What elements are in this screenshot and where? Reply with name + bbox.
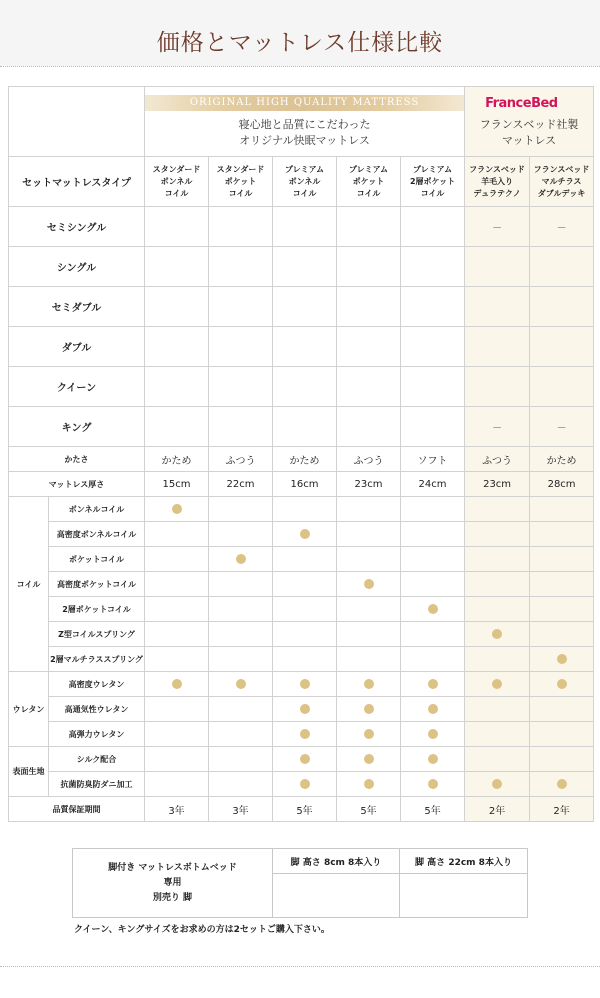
firmness-row-value: かため <box>145 447 209 472</box>
feature-cell <box>337 747 401 772</box>
column-header <box>209 157 273 207</box>
size-cell <box>401 207 465 247</box>
feature-cell <box>465 522 530 547</box>
size-cell <box>337 247 401 287</box>
size-cell <box>209 367 273 407</box>
feature-cell <box>530 522 594 547</box>
size-cell <box>145 367 209 407</box>
size-cell <box>530 367 594 407</box>
size-cell <box>530 407 594 447</box>
feature-cell <box>401 622 465 647</box>
feature-cell <box>209 772 273 797</box>
feature-label: Z型コイルスプリング <box>49 622 145 647</box>
original-header <box>145 87 465 157</box>
feature-cell <box>465 747 530 772</box>
dash-mark: － <box>556 223 567 234</box>
thickness-row-value: 16cm <box>273 472 337 497</box>
feature-row <box>9 647 594 672</box>
feature-cell <box>209 522 273 547</box>
feature-cell <box>465 597 530 622</box>
check-dot <box>236 554 246 564</box>
column-header-line: ボンネル <box>160 176 193 186</box>
feature-row <box>9 772 594 797</box>
warranty-value: 2年 <box>530 797 594 822</box>
feature-row <box>9 622 594 647</box>
check-dot <box>428 704 438 714</box>
size-cell <box>209 407 273 447</box>
feature-cell <box>401 522 465 547</box>
feature-cell <box>530 722 594 747</box>
check-dot <box>172 504 182 514</box>
feature-cell <box>401 647 465 672</box>
check-dot <box>492 629 502 639</box>
feature-cell <box>145 572 209 597</box>
header-corner <box>9 87 145 157</box>
check-dot <box>300 704 310 714</box>
feature-cell <box>465 572 530 597</box>
legs-label-line3: 別売り 脚 <box>152 892 193 903</box>
check-dot <box>557 654 567 664</box>
check-dot <box>364 754 374 764</box>
original-subtitle <box>145 117 464 149</box>
feature-cell <box>401 597 465 622</box>
feature-cell <box>401 672 465 697</box>
feature-cell <box>273 597 337 622</box>
column-header <box>530 157 594 207</box>
feature-cell <box>145 597 209 622</box>
feature-row <box>9 722 594 747</box>
feature-label: 高密度ポケットコイル <box>49 572 145 597</box>
size-cell <box>145 327 209 367</box>
column-header-line: デュラテクノ <box>473 188 521 198</box>
size-row <box>9 287 594 327</box>
original-banner: ORIGINAL HIGH QUALITY MATTRESS <box>145 95 464 111</box>
feature-cell <box>530 747 594 772</box>
original-header-box <box>145 87 464 156</box>
warranty-value: 3年 <box>209 797 273 822</box>
feature-cell <box>273 672 337 697</box>
feature-label: シルク配合 <box>49 747 145 772</box>
legs-label-line1: 脚付き マットレスボトムベッド <box>108 862 237 873</box>
column-header-line: ボンネル <box>288 176 321 186</box>
feature-cell <box>337 772 401 797</box>
firmness-row-value: ふつう <box>209 447 273 472</box>
size-row <box>9 207 594 247</box>
size-cell <box>465 367 530 407</box>
size-label: ダブル <box>9 327 145 367</box>
size-cell <box>530 287 594 327</box>
column-header <box>401 157 465 207</box>
feature-cell <box>465 647 530 672</box>
size-cell <box>145 287 209 327</box>
column-header-line: ダブルデッキ <box>537 188 586 198</box>
feature-cell <box>209 622 273 647</box>
column-header-row <box>9 157 594 207</box>
feature-row <box>9 522 594 547</box>
thickness-row-value: 23cm <box>337 472 401 497</box>
feature-row <box>9 597 594 622</box>
feature-label: 高密度ウレタン <box>49 672 145 697</box>
check-dot <box>364 679 374 689</box>
size-label: シングル <box>9 247 145 287</box>
bottom-divider <box>0 966 600 967</box>
feature-cell <box>209 647 273 672</box>
size-cell <box>401 247 465 287</box>
legs-option-8cm-blank <box>273 874 400 918</box>
size-cell <box>209 327 273 367</box>
group-label: コイル <box>9 497 49 672</box>
group-label: ウレタン <box>9 672 49 747</box>
feature-cell <box>530 622 594 647</box>
legs-option-22cm-blank <box>400 874 528 918</box>
francebed-subtitle-line2: マットレス <box>501 134 557 147</box>
thickness-row-value: 15cm <box>145 472 209 497</box>
size-cell <box>145 247 209 287</box>
feature-cell <box>337 497 401 522</box>
feature-cell <box>401 722 465 747</box>
feature-cell <box>401 572 465 597</box>
check-dot <box>364 704 374 714</box>
firmness-row-value: かため <box>530 447 594 472</box>
check-dot <box>172 679 182 689</box>
header-row <box>9 87 594 157</box>
feature-cell <box>209 672 273 697</box>
feature-cell <box>273 747 337 772</box>
column-header-line: フランスベッド <box>469 164 525 174</box>
type-header: セットマットレスタイプ <box>9 157 145 207</box>
size-cell <box>209 247 273 287</box>
original-subtitle-line1: 寝心地と品質にこだわった <box>238 118 371 131</box>
firmness-row-value: ソフト <box>401 447 465 472</box>
feature-cell <box>337 647 401 672</box>
francebed-logo: FranceBed <box>485 96 558 111</box>
thickness-row-value: 24cm <box>401 472 465 497</box>
size-cell <box>273 407 337 447</box>
feature-cell <box>337 622 401 647</box>
francebed-subtitle-line1: フランスベッド社製 <box>479 118 579 131</box>
feature-cell <box>337 547 401 572</box>
column-header-line: プレミアム <box>284 164 325 174</box>
thickness-row-label: マットレス厚さ <box>9 472 145 497</box>
firmness-row-value: ふつう <box>337 447 401 472</box>
warranty-value: 5年 <box>401 797 465 822</box>
warranty-label: 品質保証期間 <box>9 797 145 822</box>
check-dot <box>300 679 310 689</box>
feature-label: 抗菌防臭防ダニ加工 <box>49 772 145 797</box>
feature-cell <box>401 697 465 722</box>
feature-cell <box>273 622 337 647</box>
size-cell <box>530 247 594 287</box>
column-header-line: コイル <box>228 188 253 198</box>
column-header-line: コイル <box>356 188 381 198</box>
size-row <box>9 407 594 447</box>
size-label: セミシングル <box>9 207 145 247</box>
legs-table <box>72 848 528 918</box>
feature-cell <box>530 547 594 572</box>
feature-cell <box>209 547 273 572</box>
check-dot <box>300 754 310 764</box>
feature-label: ポケットコイル <box>49 547 145 572</box>
feature-cell <box>530 772 594 797</box>
feature-cell <box>465 772 530 797</box>
feature-cell <box>337 597 401 622</box>
feature-label: 2層マルチラススプリング <box>49 647 145 672</box>
firmness-row <box>9 447 594 472</box>
firmness-row-value: かため <box>273 447 337 472</box>
feature-cell <box>465 697 530 722</box>
warranty-value: 5年 <box>337 797 401 822</box>
feature-row <box>9 547 594 572</box>
feature-cell <box>465 722 530 747</box>
original-subtitle-line2: オリジナル快眠マットレス <box>239 134 370 147</box>
size-cell <box>465 287 530 327</box>
feature-cell <box>145 547 209 572</box>
feature-cell <box>465 547 530 572</box>
size-cell <box>273 247 337 287</box>
feature-label: 高密度ボンネルコイル <box>49 522 145 547</box>
dash-mark: － <box>556 423 567 434</box>
feature-label: ボンネルコイル <box>49 497 145 522</box>
warranty-value: 5年 <box>273 797 337 822</box>
size-cell <box>145 207 209 247</box>
column-header-line: プレミアム <box>348 164 389 174</box>
feature-cell <box>273 497 337 522</box>
feature-cell <box>337 672 401 697</box>
column-header-line: スタンダード <box>152 164 201 174</box>
feature-cell <box>401 747 465 772</box>
size-cell <box>465 247 530 287</box>
francebed-header <box>465 87 594 157</box>
check-dot <box>492 779 502 789</box>
feature-cell <box>465 672 530 697</box>
legs-option-22cm: 脚 高さ 22cm 8本入り <box>400 849 528 874</box>
feature-cell <box>337 722 401 747</box>
title-divider <box>0 66 600 67</box>
column-header-line: ポケット <box>352 176 385 186</box>
feature-cell <box>401 547 465 572</box>
thickness-row-value: 23cm <box>465 472 530 497</box>
size-label: セミダブル <box>9 287 145 327</box>
feature-cell <box>530 697 594 722</box>
size-cell <box>401 287 465 327</box>
feature-cell <box>465 622 530 647</box>
check-dot <box>492 679 502 689</box>
size-cell <box>337 407 401 447</box>
feature-cell <box>273 547 337 572</box>
size-cell <box>337 367 401 407</box>
feature-row <box>9 572 594 597</box>
size-row <box>9 327 594 367</box>
feature-cell <box>273 572 337 597</box>
size-cell <box>337 327 401 367</box>
check-dot <box>300 779 310 789</box>
feature-cell <box>273 722 337 747</box>
feature-cell <box>209 722 273 747</box>
size-cell <box>401 407 465 447</box>
warranty-row <box>9 797 594 822</box>
feature-cell <box>401 497 465 522</box>
feature-label: 2層ポケットコイル <box>49 597 145 622</box>
feature-cell <box>530 572 594 597</box>
size-label: クイーン <box>9 367 145 407</box>
size-row <box>9 247 594 287</box>
warranty-value: 3年 <box>145 797 209 822</box>
size-cell <box>273 207 337 247</box>
check-dot <box>364 579 374 589</box>
check-dot <box>428 779 438 789</box>
legs-label-line2: 専用 <box>163 877 182 888</box>
size-cell <box>465 407 530 447</box>
size-cell <box>209 207 273 247</box>
francebed-header-box <box>465 87 593 156</box>
feature-cell <box>145 672 209 697</box>
column-header-line: ポケット <box>224 176 257 186</box>
francebed-subtitle <box>465 117 593 149</box>
feature-cell <box>145 497 209 522</box>
feature-cell <box>273 522 337 547</box>
feature-cell <box>530 597 594 622</box>
feature-cell <box>337 522 401 547</box>
dash-mark: － <box>492 423 503 434</box>
feature-row <box>9 672 594 697</box>
thickness-row <box>9 472 594 497</box>
thickness-row-value: 22cm <box>209 472 273 497</box>
feature-cell <box>209 597 273 622</box>
feature-cell <box>145 522 209 547</box>
legs-option-8cm: 脚 高さ 8cm 8本入り <box>273 849 400 874</box>
feature-row <box>9 747 594 772</box>
column-header <box>465 157 530 207</box>
size-cell <box>209 287 273 327</box>
size-cell <box>337 287 401 327</box>
feature-label: 高弾力ウレタン <box>49 722 145 747</box>
feature-cell <box>530 672 594 697</box>
feature-cell <box>273 697 337 722</box>
size-cell <box>465 207 530 247</box>
spec-comparison-table <box>8 86 594 822</box>
feature-cell <box>337 697 401 722</box>
size-cell <box>273 287 337 327</box>
check-dot <box>236 679 246 689</box>
check-dot <box>300 729 310 739</box>
thickness-row-value: 28cm <box>530 472 594 497</box>
feature-cell <box>209 747 273 772</box>
size-cell <box>273 367 337 407</box>
size-cell <box>401 327 465 367</box>
size-cell <box>530 327 594 367</box>
column-header <box>337 157 401 207</box>
feature-cell <box>209 572 273 597</box>
size-cell <box>337 207 401 247</box>
feature-cell <box>401 772 465 797</box>
feature-cell <box>465 497 530 522</box>
warranty-value: 2年 <box>465 797 530 822</box>
group-label: 表面生地 <box>9 747 49 797</box>
feature-cell <box>209 497 273 522</box>
feature-cell <box>145 647 209 672</box>
column-header-line: スタンダード <box>216 164 265 174</box>
feature-cell <box>337 572 401 597</box>
feature-cell <box>145 747 209 772</box>
feature-cell <box>145 772 209 797</box>
size-cell <box>465 327 530 367</box>
feature-row <box>9 697 594 722</box>
legs-label-cell <box>73 849 273 918</box>
size-cell <box>273 327 337 367</box>
size-cell <box>145 407 209 447</box>
check-dot <box>300 529 310 539</box>
feature-cell <box>530 497 594 522</box>
check-dot <box>428 729 438 739</box>
page-title: 価格とマットレス仕様比較 <box>156 30 444 56</box>
feature-label: 高通気性ウレタン <box>49 697 145 722</box>
column-header-line: プレミアム <box>412 164 453 174</box>
check-dot <box>364 779 374 789</box>
size-cell <box>401 367 465 407</box>
feature-row <box>9 497 594 522</box>
check-dot <box>428 754 438 764</box>
feature-cell <box>145 622 209 647</box>
check-dot <box>428 679 438 689</box>
column-header-line: フランスベッド <box>533 164 590 174</box>
column-header-line: 2層ポケット <box>409 176 456 186</box>
column-header <box>145 157 209 207</box>
column-header-line: コイル <box>164 188 189 198</box>
size-cell <box>530 207 594 247</box>
column-header-line: マルチラス <box>541 176 582 186</box>
title-band <box>0 0 600 78</box>
feature-cell <box>530 647 594 672</box>
check-dot <box>557 679 567 689</box>
dash-mark: － <box>492 223 503 234</box>
check-dot <box>364 729 374 739</box>
firmness-row-label: かたさ <box>9 447 145 472</box>
feature-cell <box>209 697 273 722</box>
feature-cell <box>145 697 209 722</box>
feature-cell <box>273 647 337 672</box>
check-dot <box>557 779 567 789</box>
check-dot <box>428 604 438 614</box>
feature-cell <box>145 722 209 747</box>
column-header-line: 羊毛入り <box>481 176 514 186</box>
column-header-line: コイル <box>420 188 445 198</box>
purchase-note: クイーン、キングサイズをお求めの方は2セットご購入下さい。 <box>74 925 330 935</box>
column-header <box>273 157 337 207</box>
size-label: キング <box>9 407 145 447</box>
size-row <box>9 367 594 407</box>
firmness-row-value: ふつう <box>465 447 530 472</box>
column-header-line: コイル <box>292 188 317 198</box>
feature-cell <box>273 772 337 797</box>
